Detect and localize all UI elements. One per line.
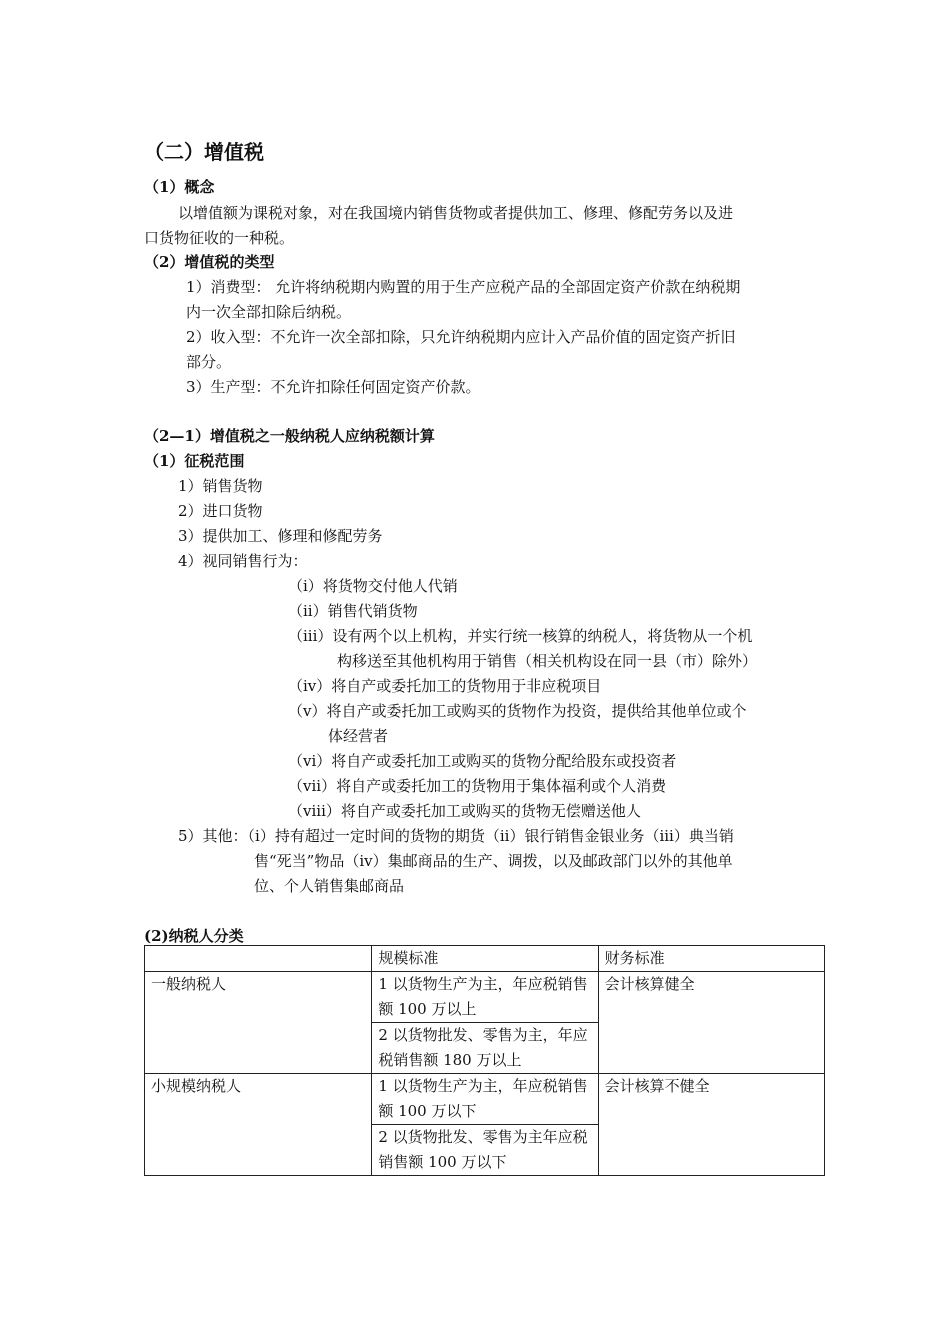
- taxpayer-classification-table: [144, 945, 825, 1176]
- type-item-income: 2）收入型：不允许一次全部扣除，只允许纳税期内应计入产品价值的固定资产折旧: [186, 328, 736, 346]
- deemed-sale-item: （vi）将自产或委托加工或购买的货物分配给股东或投资者: [288, 752, 677, 770]
- deemed-sale-item: （v）将自产或委托加工或购买的货物作为投资，提供给其他单位或个: [288, 702, 747, 720]
- scale-standard-cell: 1 以货物生产为主，年应税销售额 100 万以下: [372, 1074, 598, 1125]
- type-item-income-cont: 部分。: [186, 353, 232, 371]
- taxpayer-classification-heading: (2)纳税人分类: [144, 927, 244, 945]
- concept-heading: （1）概念: [144, 178, 215, 196]
- table-header-cell: 财务标准: [598, 946, 824, 972]
- concept-text-line: 口货物征收的一种税。: [144, 229, 295, 247]
- general-taxpayer-label: 一般纳税人: [145, 972, 372, 1074]
- deemed-sale-item: （iv）将自产或委托加工的货物用于非应税项目: [288, 677, 602, 695]
- scale-standard-cell: 2 以货物批发、零售为主年应税销售额 100 万以下: [372, 1125, 598, 1176]
- scope-item: 4）视同销售行为：: [178, 552, 308, 570]
- types-heading: （2）增值税的类型: [144, 253, 275, 271]
- scope-item: 2）进口货物: [178, 502, 263, 520]
- general-taxpayer-heading: （2—1）增值税之一般纳税人应纳税额计算: [144, 427, 435, 445]
- deemed-sale-item: （ii）销售代销货物: [288, 602, 418, 620]
- deemed-sale-item: （vii）将自产或委托加工的货物用于集体福利或个人消费: [288, 777, 667, 795]
- type-item-production: 3）生产型：不允许扣除任何固定资产价款。: [186, 378, 481, 396]
- small-taxpayer-label: 小规模纳税人: [145, 1074, 372, 1176]
- section-title: （二）增值税: [144, 140, 264, 164]
- scope-heading: （1）征税范围: [144, 452, 245, 470]
- deemed-sale-item-cont: 体经营者: [328, 727, 389, 745]
- deemed-sale-item: （viii）将自产或委托加工或购买的货物无偿赠送他人: [288, 802, 641, 820]
- scope-item-other: 5）其他：（i）持有超过一定时间的货物的期货（ii）银行销售金银业务（iii）典当销: [178, 827, 734, 845]
- table-row: [145, 1074, 825, 1125]
- deemed-sale-item: （iii）设有两个以上机构，并实行统一核算的纳税人，将货物从一个机: [288, 627, 753, 645]
- finance-standard-cell: 会计核算不健全: [598, 1074, 824, 1176]
- deemed-sale-item: （i）将货物交付他人代销: [288, 577, 458, 595]
- type-item-consumption-cont: 内一次全部扣除后纳税。: [186, 303, 352, 321]
- table-header-cell: [145, 946, 372, 972]
- scope-item: 3）提供加工、修理和修配劳务: [178, 527, 383, 545]
- scale-standard-cell: 2 以货物批发、零售为主，年应税销售额 180 万以上: [372, 1023, 598, 1074]
- table-row: [145, 972, 825, 1023]
- finance-standard-cell: 会计核算健全: [598, 972, 824, 1074]
- scope-item-other-cont: 位、个人销售集邮商品: [254, 877, 405, 895]
- scale-standard-cell: 1 以货物生产为主，年应税销售额 100 万以上: [372, 972, 598, 1023]
- table-header-cell: 规模标准: [372, 946, 598, 972]
- deemed-sale-item-cont: 构移送至其他机构用于销售（相关机构设在同一县（市）除外）: [337, 652, 758, 670]
- concept-text-line: 以增值额为课税对象，对在我国境内销售货物或者提供加工、修理、修配劳务以及进: [178, 204, 734, 222]
- scope-item: 1）销售货物: [178, 477, 263, 495]
- type-item-consumption: 1）消费型： 允许将纳税期内购置的用于生产应税产品的全部固定资产价款在纳税期: [186, 278, 741, 296]
- scope-item-other-cont: 售“死当”物品（iv）集邮商品的生产、调拨，以及邮政部门以外的其他单: [254, 852, 733, 870]
- table-header-row: [145, 946, 825, 972]
